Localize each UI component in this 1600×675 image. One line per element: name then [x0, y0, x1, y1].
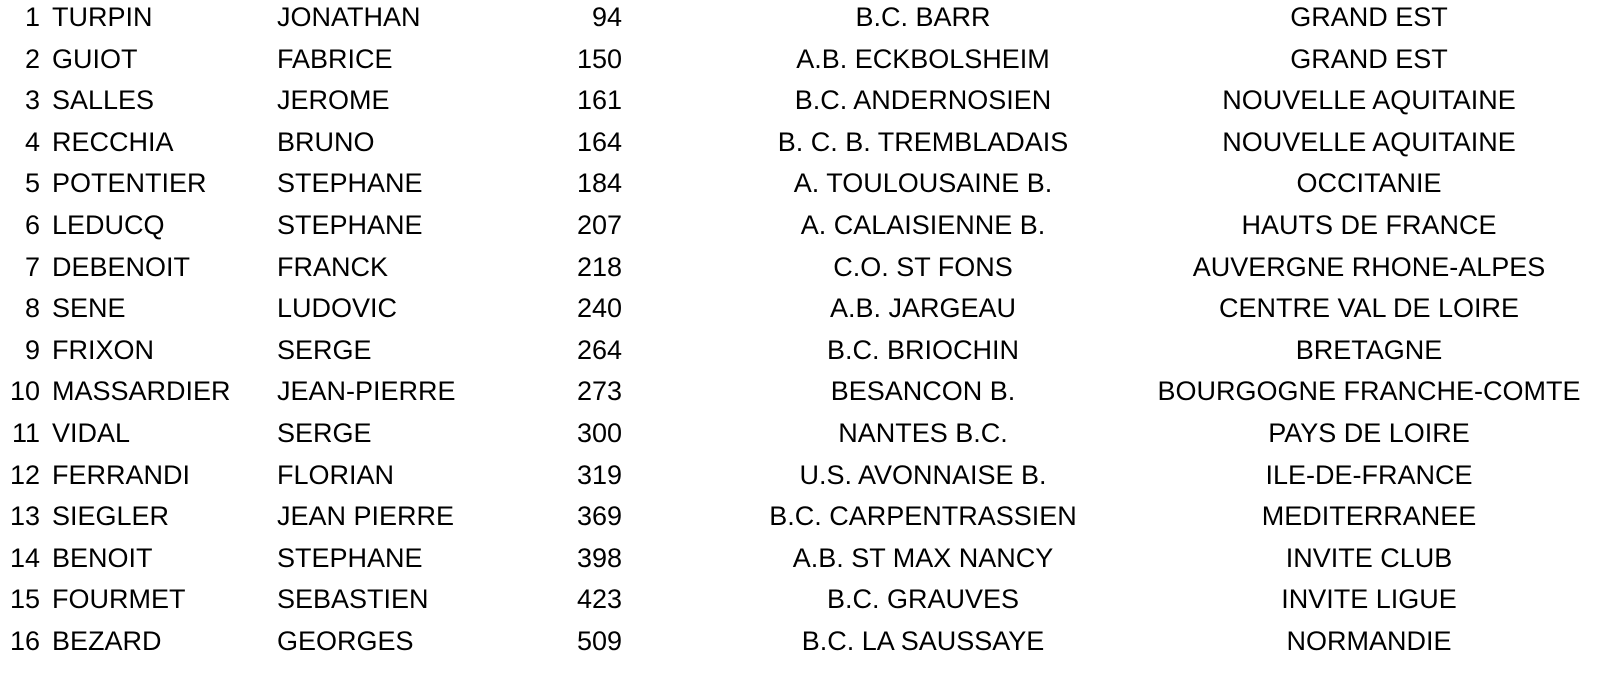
last-name-cell: SALLES	[52, 85, 155, 116]
region-cell: GRAND EST	[1290, 2, 1448, 32]
table-row	[0, 412, 1600, 454]
region-cell: PAYS DE LOIRE	[1268, 418, 1470, 448]
club-cell: B.C. BRIOCHIN	[826, 334, 1020, 365]
first-name-cell: STEPHANE	[277, 542, 423, 573]
rank-cell: 7	[24, 251, 40, 282]
club-cell: A. CALAISIENNE B.	[800, 210, 1046, 240]
first-name-cell: STEPHANE	[277, 210, 423, 240]
region-cell: BOURGOGNE FRANCHE-COMTE	[1157, 376, 1581, 407]
table-row	[0, 162, 1600, 204]
first-name-cell: STEPHANE	[277, 168, 423, 199]
rank-cell: 15	[9, 584, 40, 615]
last-name-cell: GUIOT	[52, 43, 138, 74]
region-cell: NORMANDIE	[1286, 626, 1452, 656]
region-cell: CENTRE VAL DE LOIRE	[1218, 293, 1520, 324]
club-cell: B.C. ANDERNOSIEN	[794, 85, 1052, 116]
rank-cell: 14	[9, 542, 40, 573]
region-cell: HAUTS DE FRANCE	[1241, 210, 1497, 240]
region-cell: NOUVELLE AQUITAINE	[1222, 126, 1516, 157]
region-cell: OCCITANIE	[1296, 168, 1442, 199]
club-cell: A.B. ECKBOLSHEIM	[796, 43, 1050, 74]
number-cell: 300	[576, 418, 622, 448]
club-cell: U.S. AVONNAISE B.	[799, 459, 1047, 490]
first-name-cell: BRUNO	[277, 126, 375, 157]
number-cell: 319	[576, 459, 622, 490]
rank-cell: 10	[9, 376, 40, 407]
rank-cell: 9	[24, 334, 40, 365]
first-name-cell: SERGE	[277, 334, 372, 365]
region-cell: INVITE CLUB	[1285, 542, 1453, 573]
first-name-cell: JEAN PIERRE	[277, 501, 455, 532]
last-name-cell: BEZARD	[52, 626, 162, 656]
last-name-cell: DEBENOIT	[52, 251, 191, 282]
number-cell: 273	[576, 376, 622, 407]
last-name-cell: BENOIT	[52, 542, 153, 573]
last-name-cell: TURPIN	[52, 2, 153, 32]
number-cell: 184	[576, 168, 622, 199]
table-row	[0, 287, 1600, 329]
table-row	[0, 204, 1600, 246]
last-name-cell: SENE	[52, 293, 126, 324]
table-row	[0, 38, 1600, 80]
number-cell: 150	[576, 43, 622, 74]
table-row	[0, 578, 1600, 620]
table-row	[0, 121, 1600, 163]
number-cell: 509	[576, 626, 622, 656]
rank-cell: 4	[24, 126, 40, 157]
rank-cell: 16	[9, 626, 40, 656]
first-name-cell: FABRICE	[277, 43, 393, 74]
club-cell: B.C. LA SAUSSAYE	[801, 626, 1045, 656]
region-cell: BRETAGNE	[1295, 334, 1443, 365]
table-row	[0, 329, 1600, 371]
first-name-cell: LUDOVIC	[277, 293, 398, 324]
first-name-cell: FLORIAN	[277, 459, 395, 490]
club-cell: NANTES B.C.	[838, 418, 1008, 448]
table-row	[0, 454, 1600, 496]
table-row	[0, 246, 1600, 288]
region-cell: MEDITERRANEE	[1261, 501, 1477, 532]
club-cell: B. C. B. TREMBLADAIS	[777, 126, 1069, 157]
rank-cell: 8	[24, 293, 40, 324]
last-name-cell: POTENTIER	[52, 168, 207, 199]
first-name-cell: JEAN-PIERRE	[277, 376, 456, 407]
first-name-cell: FRANCK	[277, 251, 389, 282]
rank-cell: 6	[24, 210, 40, 240]
number-cell: 398	[576, 542, 622, 573]
club-cell: A.B. ST MAX NANCY	[792, 542, 1054, 573]
region-cell: ILE-DE-FRANCE	[1265, 459, 1473, 490]
region-cell: NOUVELLE AQUITAINE	[1222, 85, 1516, 116]
rank-cell: 1	[24, 2, 40, 32]
last-name-cell: VIDAL	[52, 418, 131, 448]
table-row	[0, 370, 1600, 412]
rank-cell: 11	[11, 418, 40, 448]
club-cell: A. TOULOUSAINE B.	[793, 168, 1053, 199]
number-cell: 164	[576, 126, 622, 157]
region-cell: INVITE LIGUE	[1281, 584, 1457, 615]
club-cell: B.C. CARPENTRASSIEN	[769, 501, 1077, 532]
number-cell: 218	[576, 251, 622, 282]
table-row	[0, 620, 1600, 662]
rank-cell: 5	[24, 168, 40, 199]
rank-cell: 12	[9, 459, 40, 490]
last-name-cell: FERRANDI	[52, 459, 191, 490]
rank-cell: 3	[24, 85, 40, 116]
club-cell: C.O. ST FONS	[833, 251, 1013, 282]
club-cell: A.B. JARGEAU	[829, 293, 1017, 324]
rank-cell: 13	[9, 501, 40, 532]
number-cell: 264	[576, 334, 622, 365]
first-name-cell: JONATHAN	[277, 2, 421, 32]
number-cell: 240	[576, 293, 622, 324]
last-name-cell: RECCHIA	[52, 126, 174, 157]
number-cell: 161	[576, 85, 622, 116]
last-name-cell: MASSARDIER	[52, 376, 231, 407]
club-cell: B.C. GRAUVES	[826, 584, 1020, 615]
region-cell: GRAND EST	[1290, 43, 1448, 74]
club-cell: B.C. BARR	[855, 2, 991, 32]
first-name-cell: JEROME	[277, 85, 390, 116]
number-cell: 207	[576, 210, 622, 240]
number-cell: 369	[576, 501, 622, 532]
last-name-cell: FOURMET	[52, 584, 186, 615]
last-name-cell: SIEGLER	[52, 501, 170, 532]
table-row	[0, 79, 1600, 121]
last-name-cell: LEDUCQ	[52, 210, 165, 240]
last-name-cell: FRIXON	[52, 334, 155, 365]
region-cell: AUVERGNE RHONE-ALPES	[1192, 251, 1546, 282]
first-name-cell: SERGE	[277, 418, 372, 448]
rank-cell: 2	[24, 43, 40, 74]
first-name-cell: SEBASTIEN	[277, 584, 429, 615]
first-name-cell: GEORGES	[277, 626, 414, 656]
table-row	[0, 0, 1600, 38]
table-row	[0, 537, 1600, 579]
number-cell: 94	[591, 2, 622, 32]
table-row	[0, 495, 1600, 537]
number-cell: 423	[576, 584, 622, 615]
club-cell: BESANCON B.	[830, 376, 1016, 407]
